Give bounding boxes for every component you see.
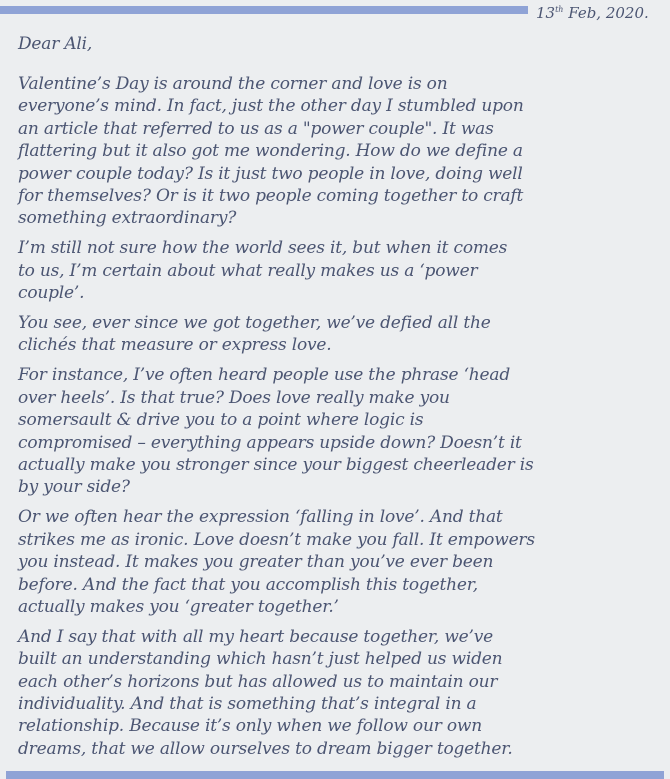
paragraph-line: somersault & drive you to a point where logic is	[18, 410, 424, 431]
paragraph	[18, 312, 668, 357]
paragraph-line: something extraordinary?	[18, 208, 237, 229]
paragraph-line: And I say that with all my heart because together, we’ve	[18, 626, 494, 647]
paragraph-line: flattering but it also got me wondering. How do we define a	[18, 141, 523, 162]
paragraph-line: dreams, that we allow ourselves to dream bigger together.	[18, 738, 513, 759]
letter-date	[536, 0, 649, 23]
paragraph-line: each other’s horizons but has allowed us to maintain our	[18, 671, 498, 692]
paragraph-line: Or we often hear the expression ‘falling in love’. And that	[18, 507, 503, 528]
bottom-decorative-bar	[6, 771, 664, 779]
paragraph-line: I’m still not sure how the world sees it, but when it comes	[18, 238, 508, 259]
paragraph	[18, 237, 668, 304]
date-rest: Feb, 2020.	[563, 4, 649, 22]
paragraphs	[18, 73, 668, 760]
paragraph-line: built an understanding which hasn’t just helped us widen	[18, 649, 503, 670]
paragraph-line: everyone’s mind. In fact, just the other day I stumbled upon	[18, 96, 524, 117]
paragraph-line: to us, I’m certain about what really makes us a ‘power	[18, 260, 478, 281]
paragraph	[18, 364, 668, 498]
paragraph	[18, 626, 668, 760]
paragraph	[18, 506, 668, 618]
letter-body	[18, 33, 668, 768]
paragraph-line: actually make you stronger since your biggest cheerleader is	[18, 455, 534, 475]
paragraph-line: For instance, I’ve often heard people use the phrase ‘head	[18, 365, 511, 386]
paragraph-line: by your side?	[18, 477, 130, 498]
greeting: Dear Ali,	[18, 34, 93, 54]
date-day: 13	[536, 4, 556, 22]
top-decorative-bar	[0, 6, 528, 14]
paragraph-line: before. And the fact that you accomplish this together,	[18, 574, 478, 595]
paragraph-line: Valentine’s Day is around the corner and love is on	[18, 74, 448, 94]
paragraph-line: strikes me as ironic. Love doesn’t make you fall. It empowers	[18, 529, 535, 550]
paragraph-line: over heels’. Is that true? Does love really make you	[18, 387, 450, 408]
paragraph-line: you instead. It makes you greater than you’ve ever been	[18, 552, 494, 573]
paragraph-line: an article that referred to us as a "power couple". It was	[18, 118, 494, 139]
date-suffix: th	[555, 5, 564, 14]
paragraph-line: power couple today? Is it just two people in love, doing well	[18, 163, 523, 184]
paragraph-line: clichés that measure or express love.	[18, 335, 332, 356]
paragraph-line: individuality. And that is something that’s integral in a	[18, 694, 477, 715]
paragraph-line: actually makes you ‘greater together.’	[18, 596, 339, 617]
paragraph-line: You see, ever since we got together, we’ve defied all the	[18, 313, 491, 334]
paragraph-line: for themselves? Or is it two people coming together to craft	[18, 186, 524, 207]
paragraph	[18, 73, 668, 230]
paragraph-line: compromised – everything appears upside down? Doesn’t it	[18, 432, 522, 453]
paragraph-line: couple’.	[18, 283, 85, 304]
paragraph-line: relationship. Because it’s only when we follow our own	[18, 716, 482, 737]
